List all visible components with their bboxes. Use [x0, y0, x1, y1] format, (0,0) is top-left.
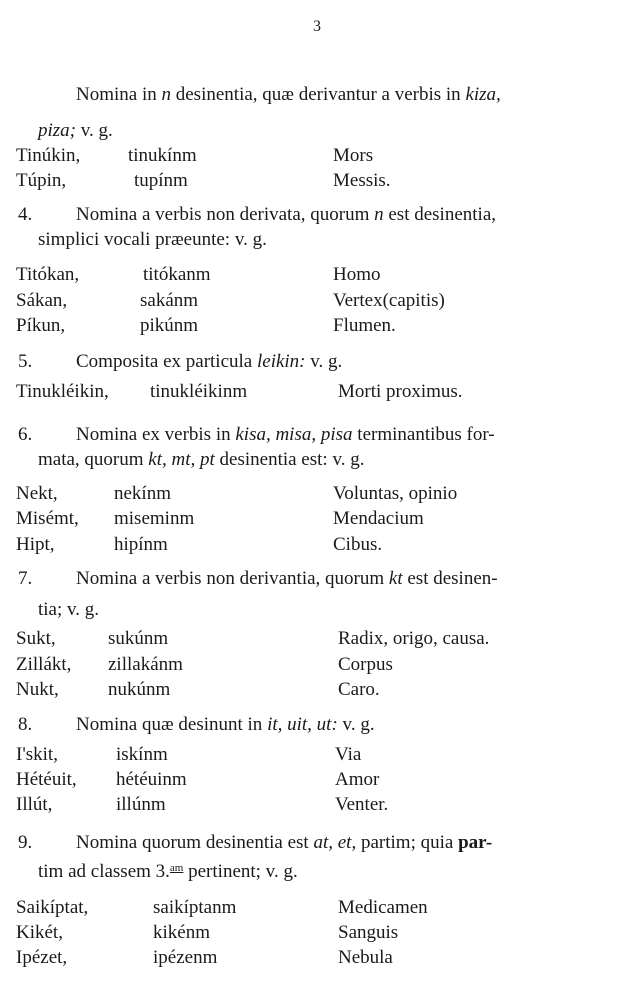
entry-word: I'skit,: [16, 744, 58, 765]
section-number: 8.: [18, 714, 33, 735]
section-6-line-2: [38, 449, 364, 471]
entry-form: tinukínm: [128, 145, 197, 166]
text: v. g.: [76, 120, 113, 141]
entry-meaning: Nebula: [338, 947, 393, 968]
entry-meaning: Vertex(capitis): [333, 290, 445, 311]
text-italic: at, et,: [313, 832, 357, 853]
entry-form: iskínm: [116, 744, 168, 765]
entry-form: hétéuinm: [116, 769, 187, 790]
entry-form: kikénm: [153, 922, 210, 943]
text: v. g.: [337, 714, 375, 735]
entry-word: Titókan,: [16, 264, 80, 285]
entry-word: Zillákt,: [16, 654, 72, 675]
entry-form: ipézenm: [153, 947, 218, 968]
entry-meaning: Amor: [335, 769, 380, 790]
section-4-line-1: [76, 204, 496, 226]
entry-meaning: Voluntas, opinio: [333, 483, 458, 504]
entry-meaning: Radix, origo, causa.: [338, 628, 490, 649]
text: Nomina ex verbis in: [76, 424, 236, 445]
section-number: 9.: [18, 832, 33, 853]
text: Composita ex particula: [76, 351, 257, 372]
text: desinentia, quæ derivantur a verbis in: [171, 84, 466, 105]
section-7-line-2: tia; v. g.: [38, 599, 100, 620]
entry-form: nekínm: [114, 483, 171, 504]
entry-meaning: Sanguis: [338, 922, 399, 943]
section-number: 5.: [18, 351, 33, 372]
entry-word: Misémt,: [16, 508, 79, 529]
text-italic: leikin:: [256, 351, 306, 372]
section-number: 7.: [18, 568, 33, 589]
text-italic: kiza,: [465, 84, 501, 105]
entry-word: Ipézet,: [16, 947, 68, 968]
text: est desinen-: [402, 568, 498, 589]
entry-word: Illút,: [16, 794, 53, 815]
entry-word: Saikíptat,: [16, 897, 89, 918]
section-number: 6.: [18, 424, 33, 445]
text-italic: kt, mt, pt: [148, 449, 215, 470]
entry-meaning: Venter.: [335, 794, 389, 815]
entry-word: Hétéuit,: [16, 769, 77, 790]
entry-meaning: Corpus: [338, 654, 393, 675]
section-9-line-2: [38, 857, 298, 883]
entry-meaning: Caro.: [338, 679, 380, 700]
text: est desinentia,: [383, 204, 497, 225]
text-italic: kisa, misa, pisa: [235, 424, 353, 445]
entry-form: sukúnm: [108, 628, 169, 649]
text-italic: piza;: [38, 120, 76, 141]
entry-form: saikíptanm: [153, 897, 237, 918]
text: terminantibus for-: [352, 424, 495, 445]
entry-meaning: Mors: [333, 145, 374, 166]
text: tim ad classem 3.: [38, 861, 170, 882]
text: Nomina a verbis non derivata, quorum: [76, 204, 375, 225]
section-8-line: [76, 714, 375, 736]
entry-form: pikúnm: [140, 315, 199, 336]
entry-meaning: Homo: [333, 264, 381, 285]
intro-line-1: [76, 84, 501, 106]
entry-form: zillakánm: [108, 654, 183, 675]
entry-form: miseminm: [114, 508, 195, 529]
entry-meaning: Cibus.: [333, 534, 383, 555]
text-italic: it, uit, ut:: [267, 714, 338, 735]
section-6-line-1: [76, 424, 495, 446]
entry-form: hipínm: [114, 534, 168, 555]
entry-form: titókanm: [143, 264, 211, 285]
entry-word: Túpin,: [16, 170, 67, 191]
entry-meaning: Via: [335, 744, 362, 765]
entry-word: Sákan,: [16, 290, 68, 311]
entry-form: tinukléikinm: [150, 381, 248, 402]
entry-word: Tinúkin,: [16, 145, 81, 166]
text: Nomina quorum desinentia est: [76, 832, 314, 853]
text: v. g.: [305, 351, 343, 372]
text: Nomina in: [76, 84, 162, 105]
text-italic: kt: [388, 568, 403, 589]
page-number: 3: [313, 18, 321, 35]
entry-form: sakánm: [140, 290, 199, 311]
entry-form: nukúnm: [108, 679, 171, 700]
section-5-line: [76, 351, 342, 373]
text-bold: par-: [458, 832, 493, 853]
entry-word: Kikét,: [16, 922, 63, 943]
text-italic: n: [161, 84, 171, 105]
entry-word: Sukt,: [16, 628, 56, 649]
entry-meaning: Messis.: [333, 170, 391, 191]
text: Nomina a verbis non derivantia, quorum: [76, 568, 389, 589]
entry-meaning: Morti proximus.: [338, 381, 463, 402]
text: pertinent; v. g.: [183, 861, 298, 882]
entry-meaning: Flumen.: [333, 315, 396, 336]
entry-word: Píkun,: [16, 315, 66, 336]
text-italic: n: [374, 204, 384, 225]
text: desinentia est: v. g.: [214, 449, 365, 470]
entry-word: Hipt,: [16, 534, 55, 555]
entry-word: Nekt,: [16, 483, 58, 504]
text: mata, quorum: [38, 449, 149, 470]
entry-meaning: Medicamen: [338, 897, 428, 918]
section-4-line-2: simplici vocali præeunte: v. g.: [38, 229, 267, 250]
text: partim; quia: [356, 832, 459, 853]
entry-word: Tinukléikin,: [16, 381, 109, 402]
entry-meaning: Mendacium: [333, 508, 424, 529]
section-9-line-1: [76, 832, 492, 854]
text: Nomina quæ desinunt in: [76, 714, 268, 735]
entry-form: illúnm: [116, 794, 166, 815]
intro-line-2: [38, 120, 113, 142]
entry-word: Nukt,: [16, 679, 59, 700]
section-number: 4.: [18, 204, 33, 225]
section-7-line-1: [76, 568, 498, 590]
entry-form: tupínm: [134, 170, 188, 191]
superscript: am: [169, 862, 184, 874]
